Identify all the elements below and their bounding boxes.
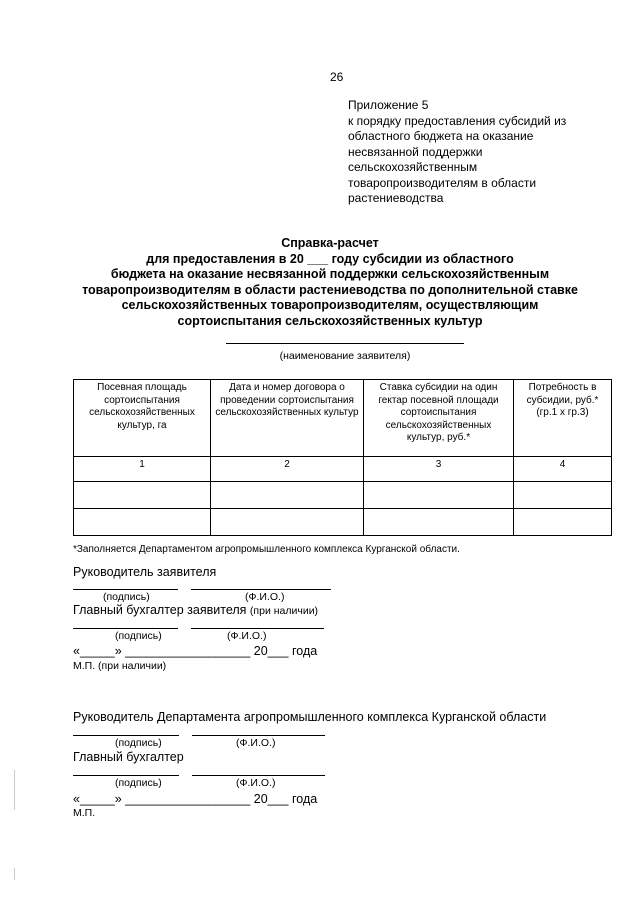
signature-caption: (подпись) bbox=[115, 737, 162, 749]
date-line[interactable]: «_____» __________________ 20___ года bbox=[73, 644, 318, 658]
table-cell[interactable] bbox=[514, 509, 612, 536]
scan-mark bbox=[14, 868, 15, 880]
table-cell[interactable] bbox=[514, 482, 612, 509]
fio-line[interactable] bbox=[192, 735, 325, 736]
appendix-line: к порядку предоставления субсидий из bbox=[348, 113, 567, 128]
fio-caption: (Ф.И.О.) bbox=[227, 630, 267, 642]
column-number: 2 bbox=[211, 457, 364, 482]
signature-line[interactable] bbox=[73, 628, 178, 629]
title-line: сельскохозяйственных товаропроизводителям, осуществляющим bbox=[121, 298, 539, 312]
fio-caption: (Ф.И.О.) bbox=[245, 591, 285, 603]
signature-caption: (подпись) bbox=[115, 777, 162, 789]
footnote: *Заполняется Департаментом агропромышленного комплекса Курганской области. bbox=[73, 544, 460, 555]
appendix-note bbox=[348, 98, 608, 207]
fio-line[interactable] bbox=[191, 628, 324, 629]
table-header-cell: Посевная площадь сортоиспытания сельскохозяйственных культур, га bbox=[74, 380, 211, 457]
signature-caption: (подпись) bbox=[115, 630, 162, 642]
column-number: 1 bbox=[74, 457, 211, 482]
title-line: товаропроизводителям в области растениеводства по дополнительной ставке bbox=[82, 282, 578, 297]
table-cell[interactable] bbox=[74, 482, 211, 509]
fio-line[interactable] bbox=[192, 775, 325, 776]
title-line: Справка-расчет bbox=[281, 236, 379, 250]
department-head-label: Руководитель Департамента агропромышленного комплекса Курганской области bbox=[73, 710, 547, 724]
title-line: сортоиспытания сельскохозяйственных культур bbox=[177, 313, 483, 328]
stamp-place: М.П. (при наличии) bbox=[73, 660, 167, 672]
signature-caption: (подпись) bbox=[103, 591, 150, 603]
table-number-row bbox=[74, 457, 612, 482]
appendix-line: Приложение 5 bbox=[348, 98, 429, 112]
table-row bbox=[74, 509, 612, 536]
appendix-line: сельскохозяйственным bbox=[348, 160, 478, 174]
stamp-place: М.П. bbox=[73, 807, 96, 819]
table-header-cell: Ставка субсидии на один гектар посевной площади сортоиспытания сельскохозяйственных культур, руб.* bbox=[364, 380, 514, 457]
title-line: бюджета на оказание несвязанной поддержки сельскохозяйственным bbox=[110, 267, 550, 281]
column-number: 4 bbox=[514, 457, 612, 482]
scan-mark bbox=[14, 770, 15, 810]
table-header-cell: Потребность в субсидии, руб.* (гр.1 х гр.3) bbox=[514, 380, 612, 457]
title-line: для предоставления в 20 ___ году субсидии из областного bbox=[146, 251, 514, 266]
calculation-table bbox=[73, 379, 612, 536]
fio-caption: (Ф.И.О.) bbox=[236, 777, 276, 789]
accountant-title: Главный бухгалтер заявителя bbox=[73, 603, 247, 617]
page-number: 26 bbox=[330, 70, 344, 84]
signature-line[interactable] bbox=[73, 735, 179, 736]
appendix-line: товаропроизводителям в области bbox=[348, 175, 537, 190]
table-header-row bbox=[74, 380, 612, 457]
signature-line[interactable] bbox=[73, 775, 179, 776]
table-cell[interactable] bbox=[364, 509, 514, 536]
department-accountant-label: Главный бухгалтер bbox=[73, 750, 184, 764]
signature-line[interactable] bbox=[73, 589, 178, 590]
table-cell[interactable] bbox=[364, 482, 514, 509]
document-title bbox=[60, 236, 600, 329]
table-cell[interactable] bbox=[74, 509, 211, 536]
applicant-head-label: Руководитель заявителя bbox=[73, 565, 217, 579]
date-line[interactable]: «_____» __________________ 20___ года bbox=[73, 792, 318, 806]
column-number: 3 bbox=[364, 457, 514, 482]
appendix-line: растениеводства bbox=[348, 191, 444, 205]
table-row bbox=[74, 482, 612, 509]
table-cell[interactable] bbox=[211, 482, 364, 509]
applicant-caption: (наименование заявителя) bbox=[279, 350, 411, 362]
accountant-note: (при наличии) bbox=[249, 605, 319, 617]
applicant-name-line bbox=[226, 343, 464, 344]
appendix-line: несвязанной поддержки bbox=[348, 144, 483, 159]
appendix-line: областного бюджета на оказание bbox=[348, 129, 534, 143]
applicant-accountant-label bbox=[73, 603, 318, 617]
table-cell[interactable] bbox=[211, 509, 364, 536]
table-header-cell: Дата и номер договора о проведении сортоиспытания сельскохозяйственных культур bbox=[211, 380, 364, 457]
fio-line[interactable] bbox=[191, 589, 331, 590]
fio-caption: (Ф.И.О.) bbox=[236, 737, 276, 749]
